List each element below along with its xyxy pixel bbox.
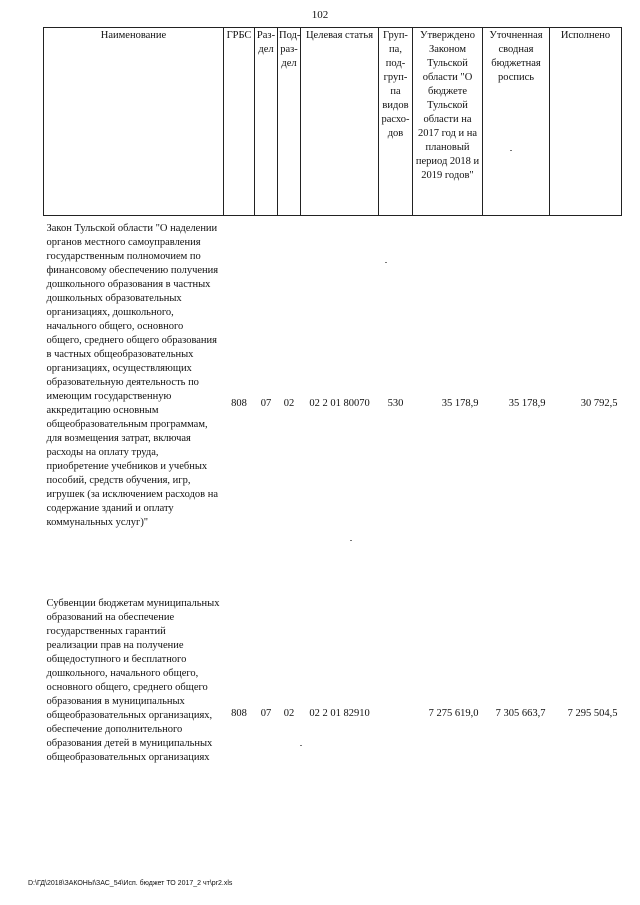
row-podrazdel: 02 — [283, 708, 295, 719]
header-refined: Уточненная сводная бюджетная роспись — [483, 28, 550, 216]
budget-table — [43, 27, 622, 822]
page-number: 102 — [311, 9, 329, 21]
row-grbs: 808 — [231, 398, 247, 409]
row-approved: 7 275 619,0 — [428, 708, 479, 719]
scan-speck — [510, 150, 512, 151]
row-razdel: 07 — [260, 708, 272, 719]
row-podrazdel: 02 — [283, 398, 295, 409]
scan-speck — [300, 745, 302, 746]
header-name: Наименование — [44, 28, 224, 216]
row-approved: 35 178,9 — [441, 398, 479, 409]
table-row — [44, 592, 622, 822]
row-grbs: 808 — [231, 708, 247, 719]
header-row — [44, 28, 622, 216]
header-group: Груп-па, под-груп-па видов расхо-дов — [379, 28, 413, 216]
footer-file-path: D:\ГД\2018\ЗАКОНЫ\ЗАС_54\Исп. бюджет ТО 2017_2 чт\pr2.xls — [28, 880, 233, 887]
header-target: Целевая статья — [301, 28, 379, 216]
header-grbs: ГРБС — [224, 28, 255, 216]
row-name: Закон Тульской области "О наделении органов местного самоуправления государственным полномочием по финансовому обеспечению получения дошкольного образования в частных дошкольных образовательных организациях, дошкольного, начального общего, основного общего, среднего общего образования в частных общеобразовательных организациях, осуществляющих образовательную деятельность по имеющим государственную аккредитацию основным общеобразовательным программам, для возмещения затрат, включая расходы на оплату труда, приобретение учебников и учебных пособий, средств обучения, игр, игрушек (за исключением расходов на содержание зданий и оплату коммунальных услуг)" — [46, 223, 219, 528]
row-group: 530 — [387, 398, 404, 409]
header-podrazdel: Под-раз-дел — [278, 28, 301, 216]
row-name: Субвенции бюджетам муниципальных образований на обеспечение государственных гарантий реализации прав на получение общедоступного и бесплатного дошкольного, начального общего, основного общего, среднего общего образования в муниципальных общеобразовательных организациях, обеспечение дополнительного образования детей в муниципальных общеобразовательных организациях — [46, 598, 220, 763]
row-executed: 30 792,5 — [580, 398, 618, 409]
row-refined: 7 305 663,7 — [495, 708, 546, 719]
header-razdel: Раз-дел — [255, 28, 278, 216]
row-executed: 7 295 504,5 — [567, 708, 618, 719]
header-executed: Исполнено — [550, 28, 622, 216]
row-razdel: 07 — [260, 398, 272, 409]
table-row — [44, 216, 622, 593]
scan-speck — [350, 540, 352, 541]
row-target: 02 2 01 82910 — [309, 708, 370, 719]
scan-speck — [385, 262, 387, 263]
row-target: 02 2 01 80070 — [309, 398, 370, 409]
header-approved: Утверждено Законом Тульской области "О бюджете Тульской области на 2017 год и на плановый период 2018 и 2019 годов" — [413, 28, 483, 216]
row-refined: 35 178,9 — [508, 398, 546, 409]
